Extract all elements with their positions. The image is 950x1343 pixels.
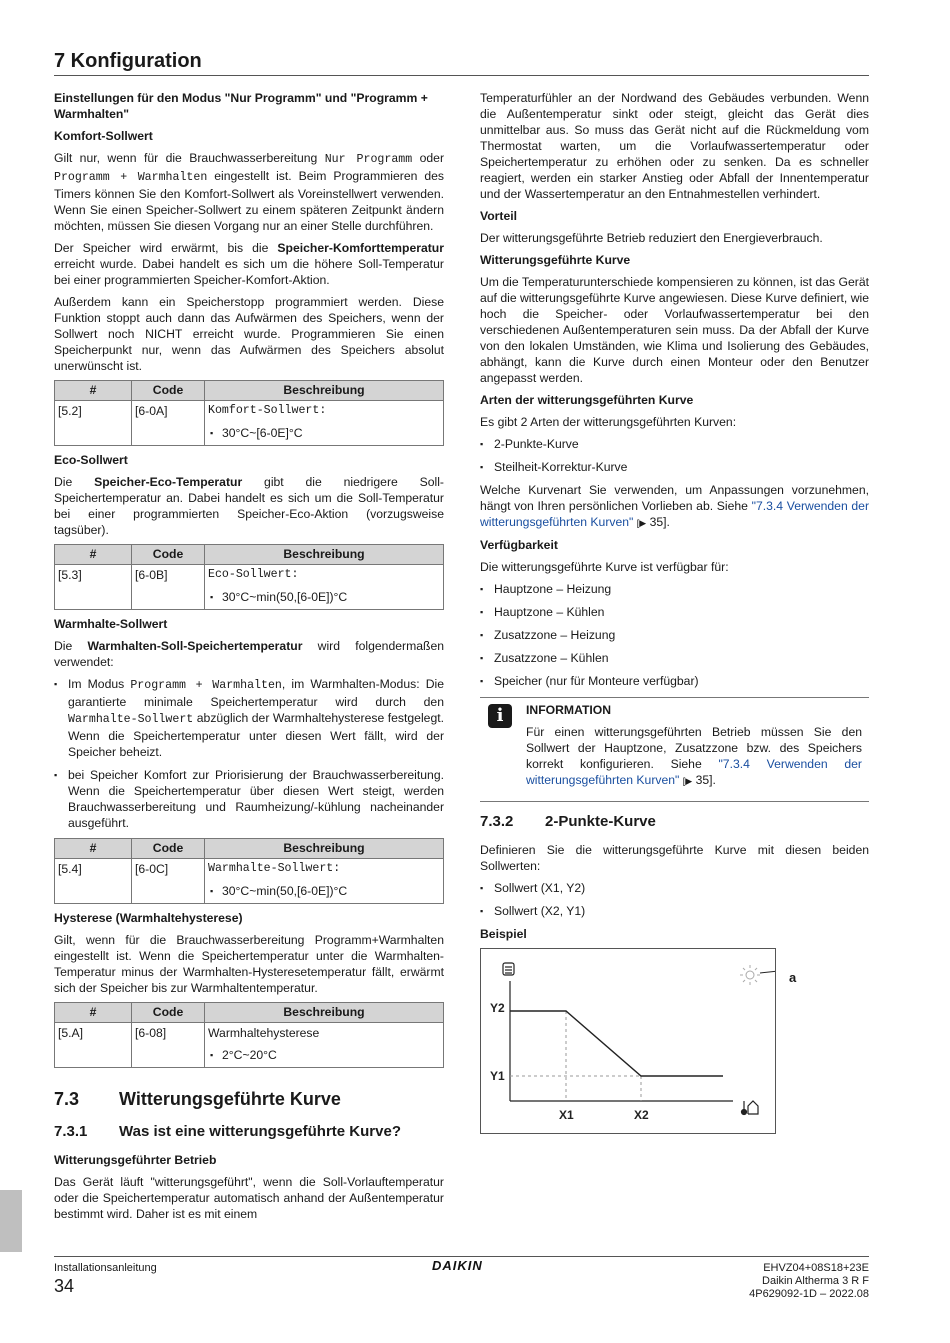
- reference-link[interactable]: "7.3.4 Verwenden der witterungsgeführten Kurven": [526, 757, 862, 787]
- footer-info: EHVZ04+08S18+23E Daikin Altherma 3 R F 4P629092-1D – 2022.08: [749, 1262, 869, 1300]
- footer-doc-type: Installationsanleitung: [54, 1262, 157, 1274]
- kurve-heading: Witterungsgeführte Kurve: [480, 253, 631, 267]
- list-item: ▪ Sollwert (X2, Y1): [480, 903, 869, 919]
- list-item: ▪ Zusatzzone – Heizung: [480, 627, 869, 643]
- betrieb-heading: Witterungsgeführter Betrieb: [54, 1153, 217, 1167]
- list-item: ▪ Hauptzone – Kühlen: [480, 604, 869, 620]
- hyst-table: # Code Beschreibung [5.A] [6-08] Warmhaltehysterese ▪ 2°C~20°C: [54, 1002, 444, 1068]
- comfort-heading: Komfort-Sollwert: [54, 129, 153, 143]
- zwei-paragraph: Definieren Sie die witterungsgeführte Kurve mit diesen beiden Sollwerten:: [480, 843, 869, 873]
- table-row: [5.A] [6-08] Warmhaltehysterese ▪ 2°C~20°C: [55, 1023, 444, 1068]
- hyst-heading: Hysterese (Warmhaltehysterese): [54, 911, 243, 925]
- x1-label: X1: [559, 1108, 574, 1122]
- warm-heading: Warmhalte-Sollwert: [54, 617, 168, 631]
- betrieb-paragraph: Das Gerät läuft "witterungsgeführt", wenn die Soll-Vorlauftemperatur oder die Speichertemperatur automatisch anhand der Außentemperatur bestimmt wird. Daher ist es mit einem: [54, 1175, 444, 1221]
- header-divider: [54, 75, 869, 76]
- information-title: INFORMATION: [526, 703, 612, 717]
- zwei-list: [480, 880, 869, 919]
- comfort-paragraph-3: Außerdem kann ein Speicherstopp programmiert werden. Diese Funktion stoppt auch dann das Aufwärmen des Speichers, wenn der Sollwert noch NICHT erreicht wurde. Programmieren Sie einen Speicherpunkt nur, wenn das Aufwärmen des Speichers absolut unerwünscht ist.: [54, 295, 444, 373]
- two-point-curve-diagram: [480, 948, 776, 1134]
- tank-icon: [503, 963, 514, 975]
- list-item: ▪ bei Speicher Komfort zur Priorisierung der Brauchwasserbereitung. Wenn die Speichertemperatur über diesen Wert steigt, werden Brauchwasserbereitung und Raumheizung/-kühlung nacheinander ausgeführt.: [54, 767, 444, 831]
- arten-paragraph-2: Welche Kurvenart Sie verwenden, um Anpassungen vorzunehmen, hängt von Ihren persönlichen Vorlieben ab. Siehe "7.3.4 Verwenden der witterungsgeführten Kurven" [▶ 35].: [480, 483, 870, 529]
- arten-heading: Arten der witterungsgeführten Kurve: [480, 393, 694, 407]
- list-item: ▪ Hauptzone – Heizung: [480, 581, 869, 597]
- beispiel-heading: Beispiel: [480, 927, 527, 941]
- table-row: [5.3] [6-0B] Eco-Sollwert: ▪ 30°C~min(50,[6-0E])°C: [55, 565, 444, 610]
- warm-paragraph: Die Warmhalten-Soll-Speichertemperatur wird folgendermaßen verwendet:: [54, 639, 444, 669]
- arten-list: [480, 436, 869, 475]
- intro-heading: Einstellungen für den Modus "Nur Programm" und "Programm + Warmhalten": [54, 91, 428, 121]
- footer-divider: [54, 1256, 869, 1257]
- arten-paragraph: Es gibt 2 Arten der witterungsgeführten Kurven:: [480, 415, 737, 429]
- page-title: 7 Konfiguration: [54, 50, 202, 72]
- eco-table: # Code Beschreibung [5.3] [6-0B] Eco-Sollwert: ▪ 30°C~min(50,[6-0E])°C: [54, 544, 444, 610]
- information-text: Für einen witterungsgeführten Betrieb müssen Sie den Sollwert der Hauptzone, Zusatzzone bzw. des Speichers korrekt konfigurieren. Siehe "7.3.4 Verwenden der witterungsgeführten Kurven" [▶ 35].: [526, 725, 862, 787]
- list-item: ▪ Sollwert (X1, Y2): [480, 880, 869, 896]
- table-row: [5.4] [6-0C] Warmhalte-Sollwert: ▪ 30°C~min(50,[6-0E])°C: [55, 859, 444, 904]
- comfort-paragraph-2: Der Speicher wird erwärmt, bis die Speicher-Komforttemperatur erreicht wurde. Dabei handelt es sich um die höhere Soll-Temperatur bei einer programmierten Speicher-Komfort-Aktion.: [54, 241, 444, 287]
- verf-paragraph: Die witterungsgeführte Kurve ist verfügbar für:: [480, 560, 729, 574]
- page-arrow-icon: [▶: [636, 518, 647, 528]
- warm-list: [54, 676, 444, 831]
- information-icon: i: [488, 704, 512, 728]
- list-item: ▪ Im Modus Programm + Warmhalten, im Warmhalten-Modus: Die garantierte minimale Speichertemperatur wird durch den Warmhalte-Sollwert abzüglich der Warmhaltehysterese festgelegt. Wenn die Speichertemperatur unter diesen Wert fällt, wird der Speicher beheizt.: [54, 676, 444, 760]
- list-item: ▪ 2-Punkte-Kurve: [480, 436, 869, 452]
- information-box: [480, 697, 869, 802]
- sun-icon: [740, 965, 760, 985]
- comfort-paragraph-1: Gilt nur, wenn für die Brauchwasserbereitung Nur Programm oder Programm + Warmhalten eingestellt ist. Beim Programmieren des Timers können Sie den Komfort-Sollwert als Voreinstellwert verwenden. Wenn Sie einen Speicher-Sollwert zu einem späteren Zeitpunkt ändern möchten, müssen Sie diesen Vorgang nur an einer Stelle durchführen.: [54, 151, 444, 233]
- list-item: ▪ Zusatzzone – Kühlen: [480, 650, 869, 666]
- comfort-table: # Code Beschreibung [5.2] [6-0A] Komfort-Sollwert: ▪ 30°C~[6-0E]°C: [54, 380, 444, 446]
- warm-table: # Code Beschreibung [5.4] [6-0C] Warmhalte-Sollwert: ▪ 30°C~min(50,[6-0E])°C: [54, 838, 444, 904]
- y2-label: Y2: [490, 1001, 505, 1015]
- page-number: 34: [54, 1276, 75, 1296]
- x2-label: X2: [634, 1108, 649, 1122]
- table-row: [5.2] [6-0A] Komfort-Sollwert: ▪ 30°C~[6-0E]°C: [55, 401, 444, 446]
- right-column: [480, 90, 869, 1134]
- section-7-3-1-heading: 7.3.1 Was ist eine witterungsgeführte Kurve?: [54, 1123, 401, 1140]
- verf-list: [480, 581, 869, 689]
- list-item: ▪ Steilheit-Korrektur-Kurve: [480, 459, 869, 475]
- daikin-logo: DAIKIN: [432, 1258, 483, 1273]
- y1-label: Y1: [490, 1069, 505, 1083]
- section-7-3-heading: 7.3 Witterungsgeführte Kurve: [54, 1089, 341, 1109]
- eco-heading: Eco-Sollwert: [54, 453, 128, 467]
- outdoor-temperature-icon: [742, 1101, 759, 1115]
- callout-a-label: a: [789, 970, 797, 985]
- eco-paragraph: Die Speicher-Eco-Temperatur gibt die niedrigere Soll-Speichertemperatur an. Dabei handelt es sich um die Soll-Temperatur bei einer programmierten Speicher-Eco-Aktion (vorzugsweise tagsüber).: [54, 475, 444, 537]
- reference-link[interactable]: "7.3.4 Verwenden der witterungsgeführten Kurven": [480, 499, 870, 529]
- section-7-3-2-heading: 7.3.2 2-Punkte-Kurve: [480, 813, 656, 830]
- page-arrow-icon: [▶: [682, 776, 693, 786]
- side-tab: [0, 1190, 22, 1252]
- vorteil-paragraph: Der witterungsgeführte Betrieb reduziert den Energieverbrauch.: [480, 231, 823, 245]
- verf-heading: Verfügbarkeit: [480, 538, 558, 552]
- kurve-paragraph: Um die Temperaturunterschiede kompensieren zu können, ist das Gerät auf die witterungsgeführte Kurve angewiesen. Diese Kurve definiert, wie hoch die Speicher- oder Vorlaufwassertemperatur bei den verschiedenen Außentemperaturen sein muss. Da der Abfall der Kurve von den lokalen Umständen, wie Klima und Isolierung des Gebäudes, abhängt, kann die Kurve durch einen Monteur oder den Benutzer angepasst werden.: [480, 275, 869, 385]
- curve-line: [510, 1011, 723, 1076]
- vorteil-heading: Vorteil: [480, 209, 518, 223]
- continued-paragraph: Temperaturfühler an der Nordwand des Gebäudes verbunden. Wenn die Außentemperatur sinkt oder steigt, gleicht das Gerät dies unmittelbar aus. So muss das Gerät nicht auf die Rückmeldung vom Thermostat warten, um die Vorlaufwassertemperatur oder Speichertemperatur zu erhöhen oder zu senken. Da es schneller reagiert, werden ein starker Anstieg oder Abfall der Innentemperatur und der Wassertemperatur an den Entnahmestellen verhindert.: [480, 91, 869, 201]
- list-item: ▪ Speicher (nur für Monteure verfügbar): [480, 673, 869, 689]
- hyst-paragraph: Gilt, wenn für die Brauchwasserbereitung Programm+Warmhalten eingestellt ist. Wenn die Speichertemperatur unter die Warmhalten-Temperatur minus der Warmhalten-Hysteresetemperatur fällt, erwärmt sich der Speicher bis zur Warmhaltentemperatur.: [54, 933, 444, 995]
- left-column: [54, 90, 444, 1228]
